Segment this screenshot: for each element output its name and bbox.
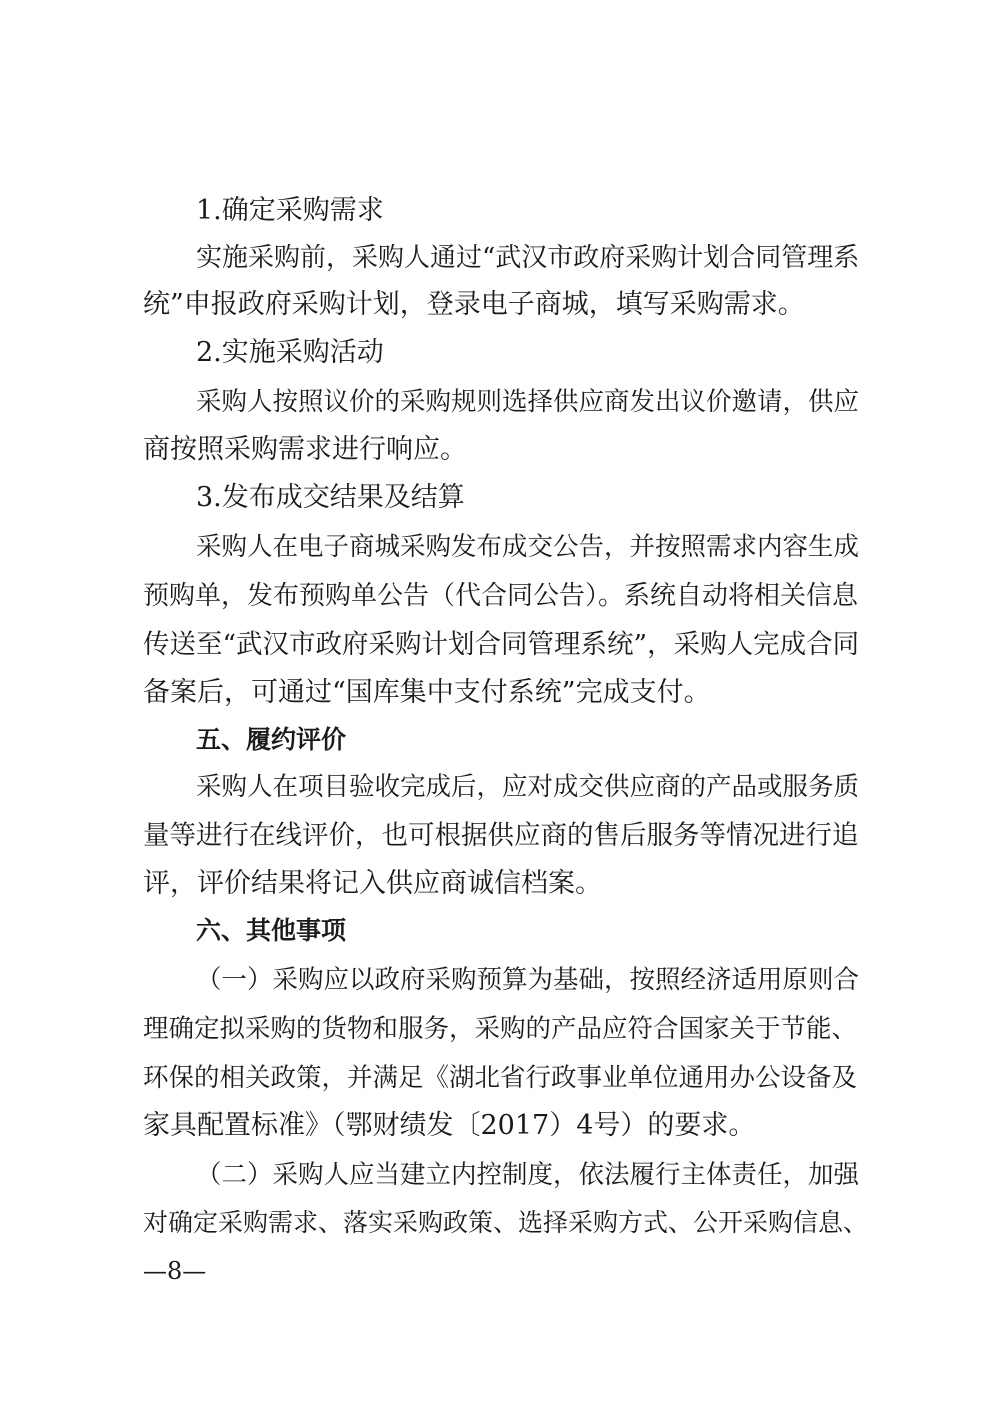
paragraph-line: 环保的相关政策，并满足《湖北省行政事业单位通用办公设备及 — [143, 1063, 858, 1093]
paragraph-line: 传送至“武汉市政府采购计划合同管理系统”，采购人完成合同 — [143, 629, 860, 660]
paragraph-line: 量等进行在线评价，也可根据供应商的售后服务等情况进行追 — [143, 820, 859, 851]
paragraph-line: 评，评价结果将记入供应商诚信档案。 — [143, 868, 602, 899]
paragraph-line: （一）采购应以政府采购预算为基础，按照经济适用原则合 — [196, 965, 860, 995]
subheading-2: 2.实施采购活动 — [196, 337, 384, 368]
paragraph-line: 采购人按照议价的采购规则选择供应商发出议价邀请，供应 — [196, 387, 860, 417]
paragraph-line: 预购单，发布预购单公告（代合同公告）。系统自动将相关信息 — [143, 581, 859, 611]
paragraph-line: 备案后，可通过“国库集中支付系统”完成支付。 — [143, 677, 711, 708]
subheading-1: 1.确定采购需求 — [196, 195, 384, 226]
subheading-3: 3.发布成交结果及结算 — [196, 482, 465, 513]
section-heading-5: 五、履约评价 — [196, 725, 347, 754]
paragraph-line: 统”申报政府采购计划，登录电子商城，填写采购需求。 — [143, 289, 805, 320]
paragraph-line: 理确定拟采购的货物和服务，采购的产品应符合国家关于节能、 — [143, 1014, 858, 1044]
paragraph-line: 对确定采购需求、落实采购政策、选择采购方式、公开采购信息、 — [143, 1208, 869, 1237]
paragraph-line: （二）采购人应当建立内控制度，依法履行主体责任，加强 — [196, 1160, 860, 1190]
paragraph-line: 家具配置标准》（鄂财绩发〔2017）4号）的要求。 — [143, 1110, 756, 1141]
paragraph-line: 采购人在项目验收完成后，应对成交供应商的产品或服务质 — [196, 772, 860, 802]
page-number: —8— — [143, 1257, 207, 1285]
paragraph-line: 商按照采购需求进行响应。 — [143, 434, 467, 465]
section-heading-6: 六、其他事项 — [196, 916, 347, 945]
paragraph-line: 实施采购前，采购人通过“武汉市政府采购计划合同管理系 — [196, 243, 860, 273]
paragraph-line: 采购人在电子商城采购发布成交公告，并按照需求内容生成 — [196, 532, 860, 562]
